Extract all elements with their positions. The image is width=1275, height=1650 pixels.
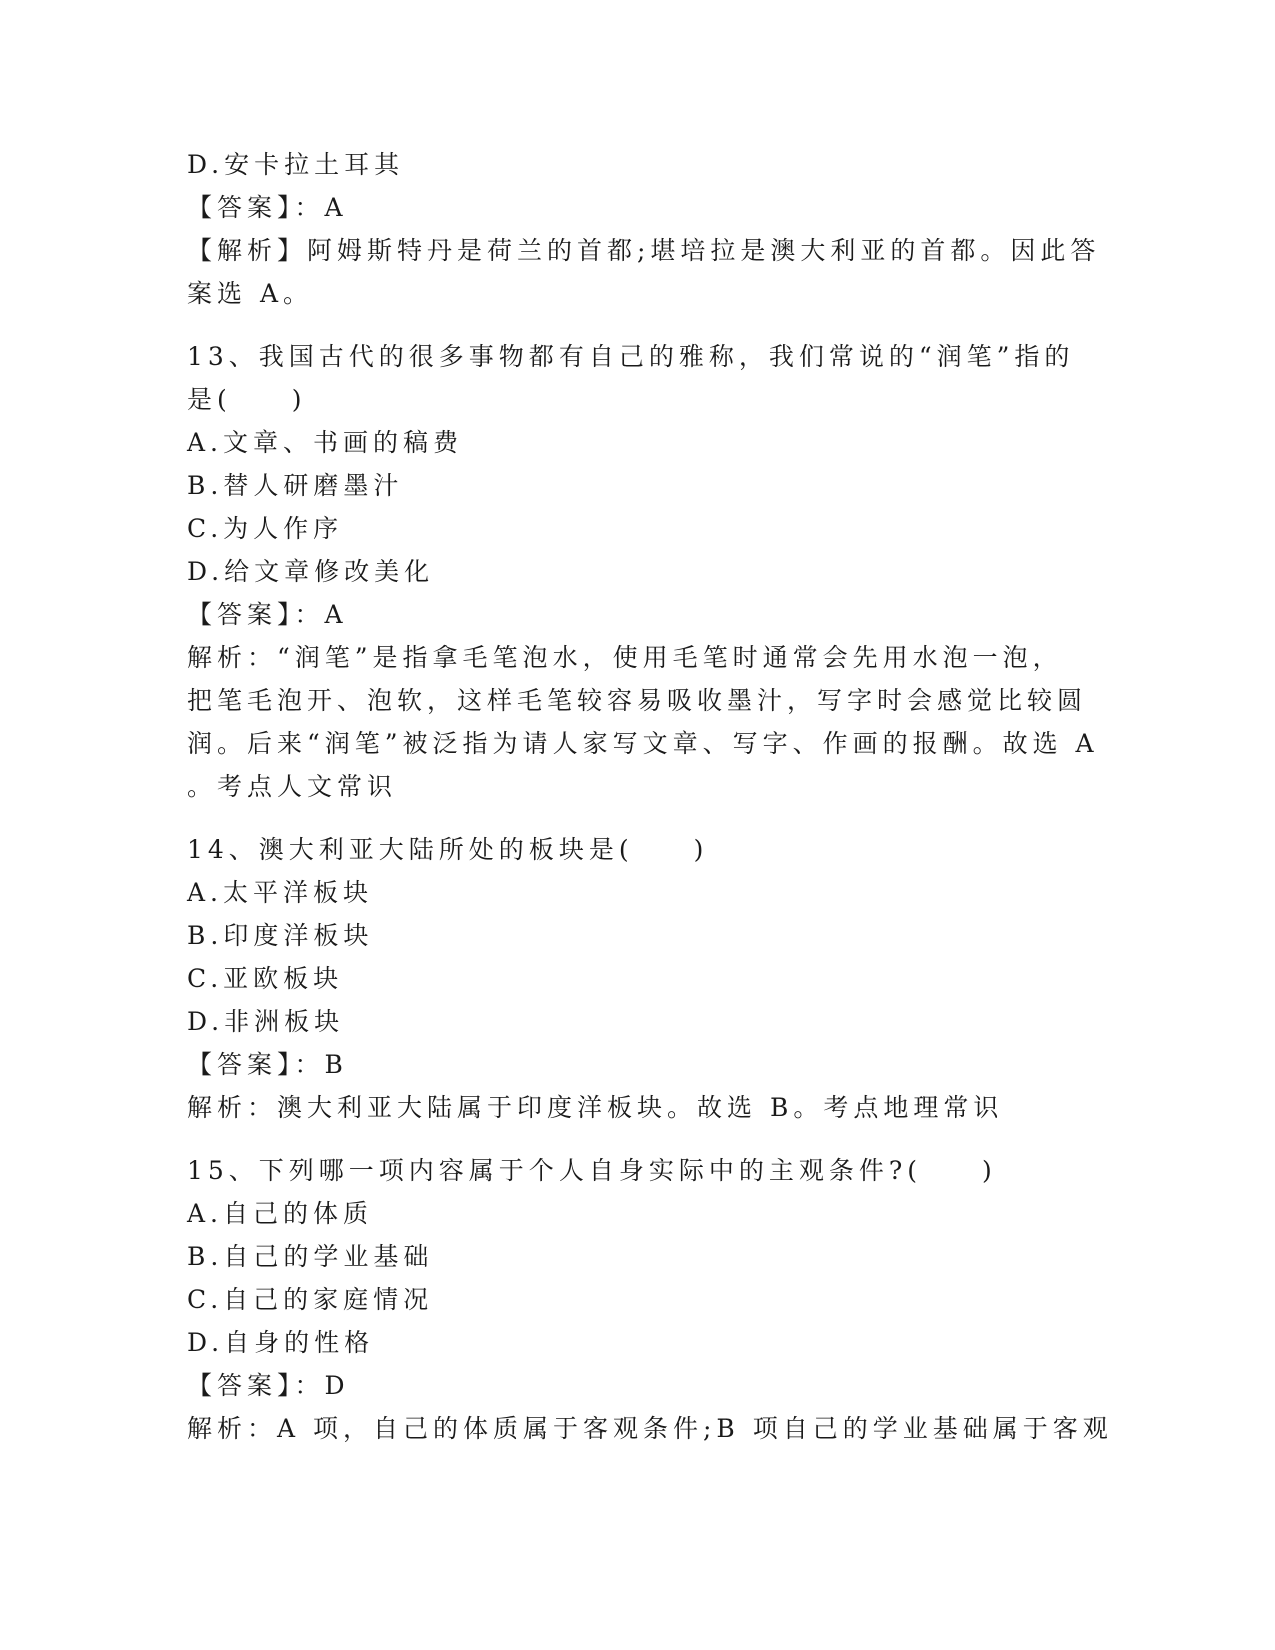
analysis-line: 解析：澳大利亚大陆属于印度洋板块。故选 B。考点地理常识 (187, 1093, 1004, 1122)
answer-line: 【答案】：A (187, 193, 348, 222)
question-stem: 15、下列哪一项内容属于个人自身实际中的主观条件?( ) (187, 1156, 997, 1185)
option-d: D.给文章修改美化 (187, 557, 435, 586)
analysis-line: 解析：A 项，自己的体质属于客观条件;B 项自己的学业基础属于客观 (187, 1414, 1113, 1443)
option-c: C.自己的家庭情况 (187, 1285, 434, 1314)
option-b: B.替人研磨墨汁 (187, 471, 404, 500)
question-13 (187, 335, 1099, 808)
question-12-tail (187, 143, 1101, 315)
option-a: A.自己的体质 (187, 1199, 374, 1228)
analysis-line: 润。后来“润笔”被泛指为请人家写文章、写字、作画的报酬。故选 A (187, 729, 1099, 758)
option-b: B.自己的学业基础 (187, 1242, 434, 1271)
analysis-line: 解析：“润笔”是指拿毛笔泡水，使用毛笔时通常会先用水泡一泡， (187, 643, 1063, 672)
answer-line: 【答案】：D (187, 1371, 350, 1400)
document-page (187, 143, 1113, 1450)
answer-line: 【答案】：B (187, 1050, 348, 1079)
analysis-line: 。考点人文常识 (187, 772, 398, 801)
option-d: D.非洲板块 (187, 1007, 345, 1036)
analysis-line: 把笔毛泡开、泡软，这样毛笔较容易吸收墨汁，写字时会感觉比较圆 (187, 686, 1088, 715)
analysis-line: 【解析】阿姆斯特丹是荷兰的首都;堪培拉是澳大利亚的首都。因此答 (187, 236, 1101, 265)
question-stem: 13、我国古代的很多事物都有自己的雅称，我们常说的“润笔”指的 (187, 342, 1075, 371)
question-15 (187, 1149, 1113, 1450)
option-d: D.安卡拉土耳其 (187, 150, 405, 179)
option-a: A.太平洋板块 (187, 878, 374, 907)
option-d: D.自身的性格 (187, 1328, 375, 1357)
answer-line: 【答案】：A (187, 600, 348, 629)
analysis-line: 案选 A。 (187, 279, 314, 308)
option-b: B.印度洋板块 (187, 921, 374, 950)
question-14 (187, 828, 1087, 1129)
option-c: C.为人作序 (187, 514, 344, 543)
option-a: A.文章、书画的稿费 (187, 428, 464, 457)
question-stem: 14、澳大利亚大陆所处的板块是( ) (187, 835, 709, 864)
option-c: C.亚欧板块 (187, 964, 344, 993)
question-stem: 是( ) (187, 385, 307, 414)
